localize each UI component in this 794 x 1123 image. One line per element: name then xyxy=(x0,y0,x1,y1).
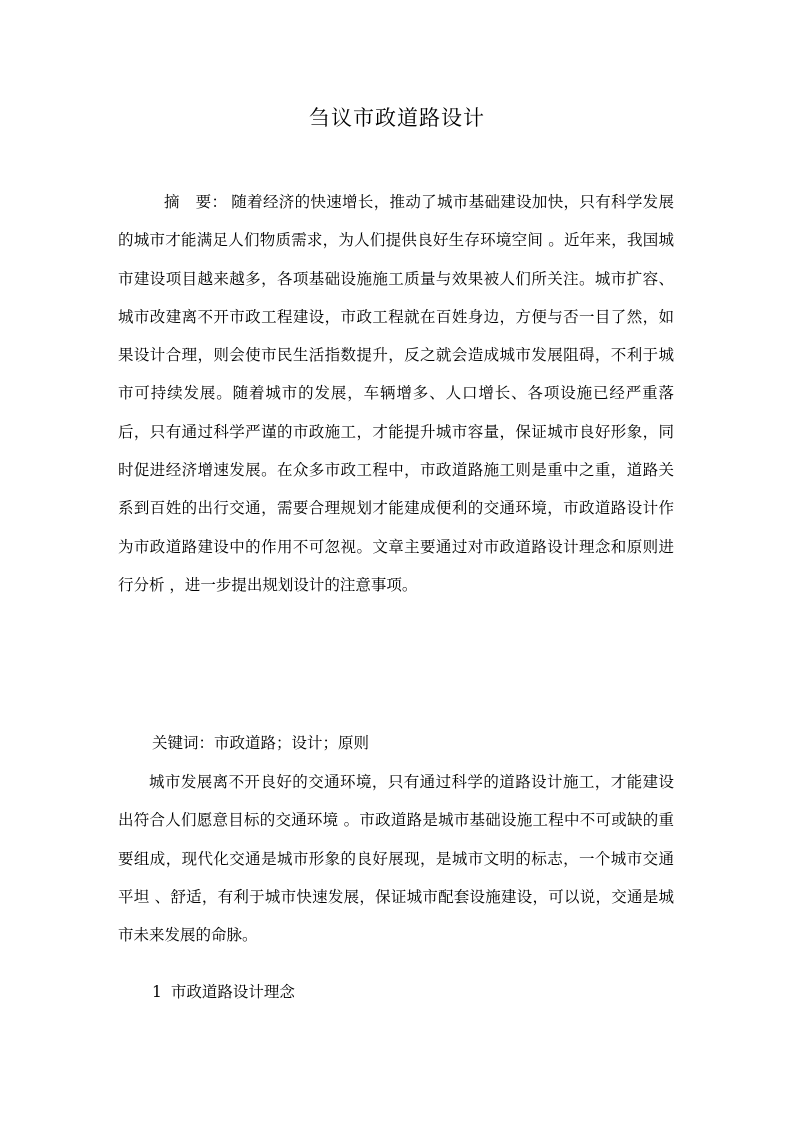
document-title: 刍议市政道路设计 xyxy=(309,106,485,130)
body-paragraph: 城市发展离不开良好的交通环境，只有通过科学的道路设计施工，才能建设出符合人们愿意目标的交通环境 。市政道路是城市基础设施工程中不可或缺的重要组成，现代化交通是城市形象的良好展现，是城市文明的标志，一个城市交通平坦 、舒适，有利于城市快速发展，保证城市配套设施建设，可以说，交通是城市未来发展的命脉。 xyxy=(118,773,674,945)
section-heading xyxy=(152,973,295,1011)
section-number: 1 xyxy=(152,983,162,1001)
abstract-label: 摘 要： xyxy=(164,193,228,211)
abstract-text: 随着经济的快速增长，推动了城市基础建设加快，只有科学发展的城市才能满足人们物质需求，为人们提供良好生存环境空间 。近年来，我国城市建设项目越来越多，各项基础设施施工质量与效果被人们所关注。城市扩容、城市改建离不开市政工程建设，市政工程就在百姓身边，方便与否一目了然，如果设计合理，则会使市民生活指数提升，反之就会造成城市发展阻碍，不利于城市可持续发展。随着城市的发展，车辆增多、人口增长、各项设施已经严重落后，只有通过科学严谨的市政施工，才能提升城市容量，保证城市良好形象，同时促进经济增速发展。在众多市政工程中，市政道路施工则是重中之重，道路关系到百姓的出行交通，需要合理规划才能建成便利的交通环境，市政道路设计作为市政道路建设中的作用不可忽视。文章主要通过对市政道路设计理念和原则进行分析 ，进一步提出规划设计的注意事项。 xyxy=(118,193,674,594)
abstract-paragraph xyxy=(118,183,674,604)
keywords-line: 关键词：市政道路；设计；原则 xyxy=(152,734,370,752)
section-title: 市政道路设计理念 xyxy=(170,983,295,1001)
